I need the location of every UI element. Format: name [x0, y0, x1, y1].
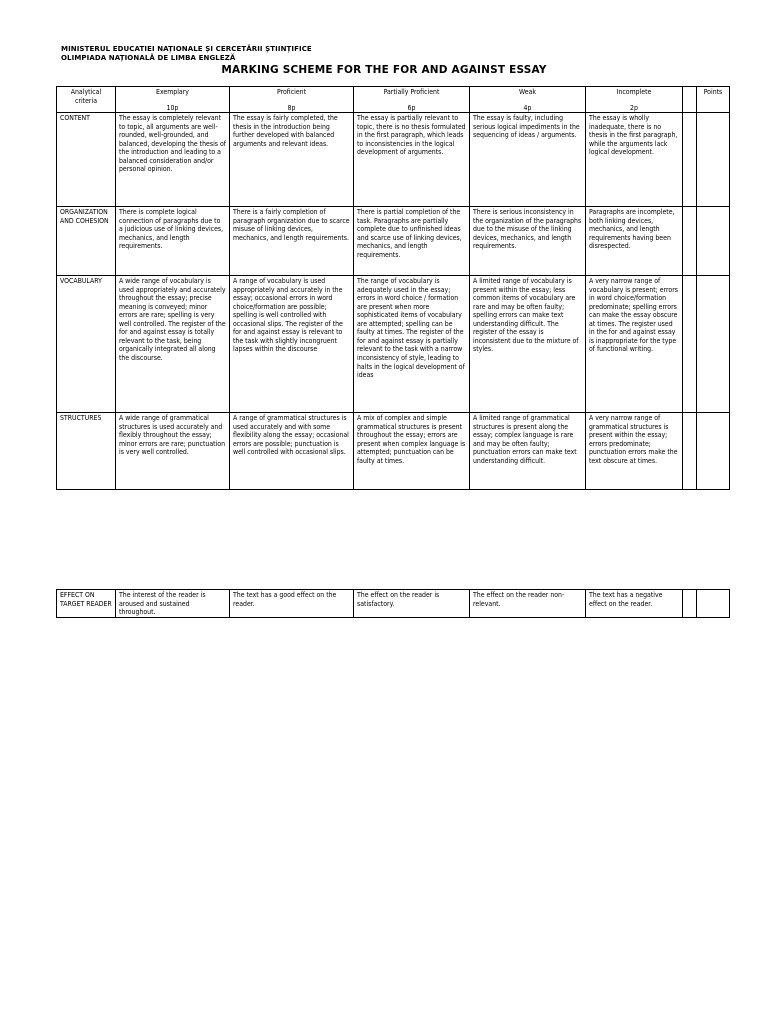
criterion-label: EFFECT ON TARGET READER — [57, 590, 116, 618]
criterion-label: ORGANIZATION AND COHESION — [57, 207, 116, 276]
table-row — [57, 113, 730, 207]
descriptor-cell: The essay is wholly inadequate, there is no thesis in the first paragraph, while the arguments lack logical development. — [586, 113, 683, 207]
points-cell — [697, 413, 730, 490]
points-cell — [697, 207, 730, 276]
descriptor-cell: The effect on the reader non-relevant. — [470, 590, 586, 618]
blank-cell — [683, 276, 697, 413]
criterion-label: STRUCTURES — [57, 413, 116, 490]
ministry-line: MINISTERUL EDUCATIEI NAȚIONALE ȘI CERCETĂRII ȘTIINȚIFICE — [61, 45, 312, 53]
blank-cell — [683, 590, 697, 618]
level-header: Exemplary 10p — [116, 87, 230, 113]
descriptor-cell: A limited range of grammatical structures is present along the essay; complex language is rare and may be often faulty; punctuation errors can make text understanding difficult. — [470, 413, 586, 490]
effect-on-reader-table — [56, 589, 730, 618]
document-header — [61, 45, 312, 63]
descriptor-cell: The essay is partially relevant to topic, there is no thesis formulated in the first paragraph, which leads to inconsistencies in the logical development of arguments. — [354, 113, 470, 207]
table-row — [57, 413, 730, 490]
descriptor-cell: A wide range of grammatical structures is used accurately and flexibly throughout the essay; minor errors are rare; punctuation is very well controlled. — [116, 413, 230, 490]
descriptor-cell: There is serious inconsistency in the organization of the paragraphs due to the misuse of the linking devices, mechanics, and length requirements. — [470, 207, 586, 276]
table-header-row — [57, 87, 730, 113]
points-cell — [697, 113, 730, 207]
level-header: Partially Proficient 6p — [354, 87, 470, 113]
descriptor-cell: A very narrow range of vocabulary is present; errors in word choice/formation predominate; spelling errors can make the essay obscure at times. The register used in the for and against essay is inappropriate for the type of functional writing. — [586, 276, 683, 413]
descriptor-cell: A very narrow range of grammatical structures is present within the essay; errors predominate; punctuation errors make the text obscure at times. — [586, 413, 683, 490]
descriptor-cell: Paragraphs are incomplete, both linking devices, mechanics, and length requirements having been disrespected. — [586, 207, 683, 276]
descriptor-cell: There is complete logical connection of paragraphs due to a judicious use of linking devices, mechanics, and length requirements. — [116, 207, 230, 276]
marking-scheme-table — [56, 86, 730, 490]
points-cell — [697, 276, 730, 413]
descriptor-cell: A range of vocabulary is used appropriately and accurately in the essay; occasional errors in word choice/formation are possible; spelling is well controlled with occasional slips. The register of the for and against essay is relevant to the task with slightly incongruent lapses within the discourse — [230, 276, 354, 413]
descriptor-cell: There is partial completion of the task. Paragraphs are partially complete due to unfinished ideas and scarce use of linking devices, mechanics, and length requirements. — [354, 207, 470, 276]
table-row — [57, 207, 730, 276]
table-row — [57, 590, 730, 618]
descriptor-cell: A limited range of vocabulary is present within the essay; less common items of vocabulary are rare and may be often faulty; spelling errors can make text understanding difficult. The register of the essay is inconsistent due to the mixture of styles. — [470, 276, 586, 413]
document-title: MARKING SCHEME FOR THE FOR AND AGAINST ESSAY — [221, 64, 547, 76]
blank-cell — [683, 87, 697, 113]
points-cell — [697, 590, 730, 618]
descriptor-cell: The range of vocabulary is adequately used in the essay; errors in word choice / formation are present when more sophisticated items of vocabulary are attempted; spelling can be faulty at times. The register of the for and against essay is partially relevant to the task with a narrow inconsistency of style, leading to halts in the logical development of ideas — [354, 276, 470, 413]
descriptor-cell: A wide range of vocabulary is used appropriately and accurately throughout the essay; precise meaning is conveyed; minor errors are rare; spelling is very well controlled. The register of the for and against essay is totally relevant to the task, being organically integrated all along the discourse. — [116, 276, 230, 413]
descriptor-cell: The essay is fairly completed, the thesis in the introduction being further developed with balanced arguments and relevant ideas. — [230, 113, 354, 207]
level-header: Proficient 8p — [230, 87, 354, 113]
blank-cell — [683, 113, 697, 207]
descriptor-cell: There is a fairly completion of paragraph organization due to scarce misuse of linking devices, mechanics, and length requirements. — [230, 207, 354, 276]
descriptor-cell: The essay is faulty, including serious logical impediments in the sequencing of ideas / arguments. — [470, 113, 586, 207]
descriptor-cell: A mix of complex and simple grammatical structures is present throughout the essay; errors are present when complex language is attempted; punctuation can be faulty at times. — [354, 413, 470, 490]
criterion-label: CONTENT — [57, 113, 116, 207]
descriptor-cell: The interest of the reader is aroused and sustained throughout. — [116, 590, 230, 618]
level-header: Weak 4p — [470, 87, 586, 113]
blank-cell — [683, 413, 697, 490]
blank-cell — [683, 207, 697, 276]
table-row — [57, 276, 730, 413]
descriptor-cell: The text has a good effect on the reader. — [230, 590, 354, 618]
olympiad-line: OLIMPIADA NAȚIONALĂ DE LIMBA ENGLEZĂ — [61, 54, 236, 62]
criterion-label: VOCABULARY — [57, 276, 116, 413]
points-header: Points — [697, 87, 730, 113]
descriptor-cell: The effect on the reader is satisfactory. — [354, 590, 470, 618]
level-header: Incomplete 2p — [586, 87, 683, 113]
descriptor-cell: A range of grammatical structures is used accurately and with some flexibility along the essay; occasional errors are possible; punctuation is well controlled with occasional slips. — [230, 413, 354, 490]
descriptor-cell: The essay is completely relevant to topic, all arguments are well-rounded, well-grounded, and balanced, developing the thesis of the introduction and leading to a balanced consideration and/or personal opinion. — [116, 113, 230, 207]
descriptor-cell: The text has a negative effect on the reader. — [586, 590, 683, 618]
criteria-header: Analytical criteria — [57, 87, 116, 113]
